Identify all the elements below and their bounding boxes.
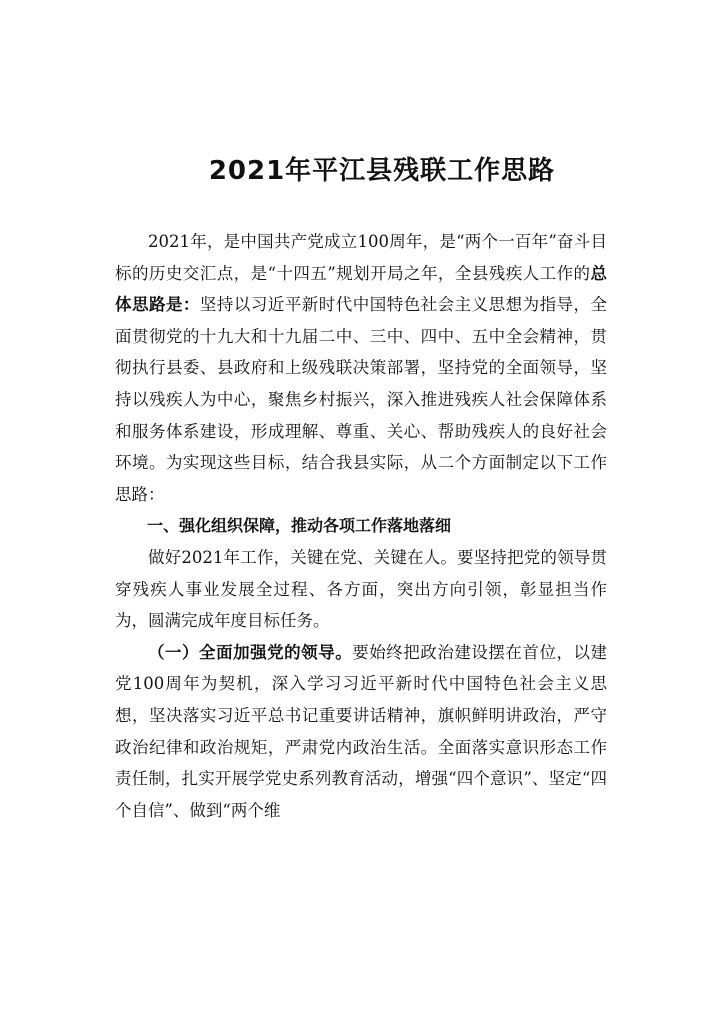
intro-text-1: 2021年，是中国共产党成立100周年，是“两个一百年”奋斗目标的历史交汇点，是“十四五”规划开局之年，全县残疾人工作的 [115, 232, 607, 283]
item-1-text: 要始终把政治建设摆在首位，以建党100周年为契机，深入学习习近平新时代中国特色社会主义思想，坚决落实习近平总书记重要讲话精神，旗帜鲜明讲政治，严守政治纪律和政治规矩，严肃党内政治生活。全面落实意识形态工作责任制，扎实开展学党史系列教育活动，增强“四个意识”、坚定“四个自信”、做到“两个维 [115, 642, 608, 820]
intro-bold-phrase: 总体思路是： [115, 263, 607, 315]
section-1-heading: 一、强化组织保障，推动各项工作落地落细 [147, 516, 452, 536]
intro-text-2: 坚持以习近平新时代中国特色社会主义思想为指导，全面贯彻党的十九大和十九届二中、三中、四中、五中全会精神，贯彻执行县委、县政府和上级残联决策部署，坚持党的全面领导，坚持以残疾人为中心，聚焦乡村振兴，深入推进残疾人社会保障体系和服务体系建设，形成理解、尊重、关心、帮助残疾人的良好社会环境。为实现这些目标，结合我县实际，从二个方面制定以下工作思路： [115, 295, 608, 504]
section-1-paragraph: 做好2021年工作，关键在党、关键在人。要坚持把党的领导贯穿残疾人事业发展全过程、各方面，突出方向引领，彰显担当作为，圆满完成年度目标任务。 [115, 547, 607, 631]
document-title: 2021年平江县残联工作思路 [208, 156, 556, 186]
document-body [115, 226, 607, 826]
intro-paragraph [115, 226, 607, 510]
item-1-label: （一）全面加强党的领导。 [148, 642, 353, 662]
item-1-paragraph [115, 637, 607, 827]
